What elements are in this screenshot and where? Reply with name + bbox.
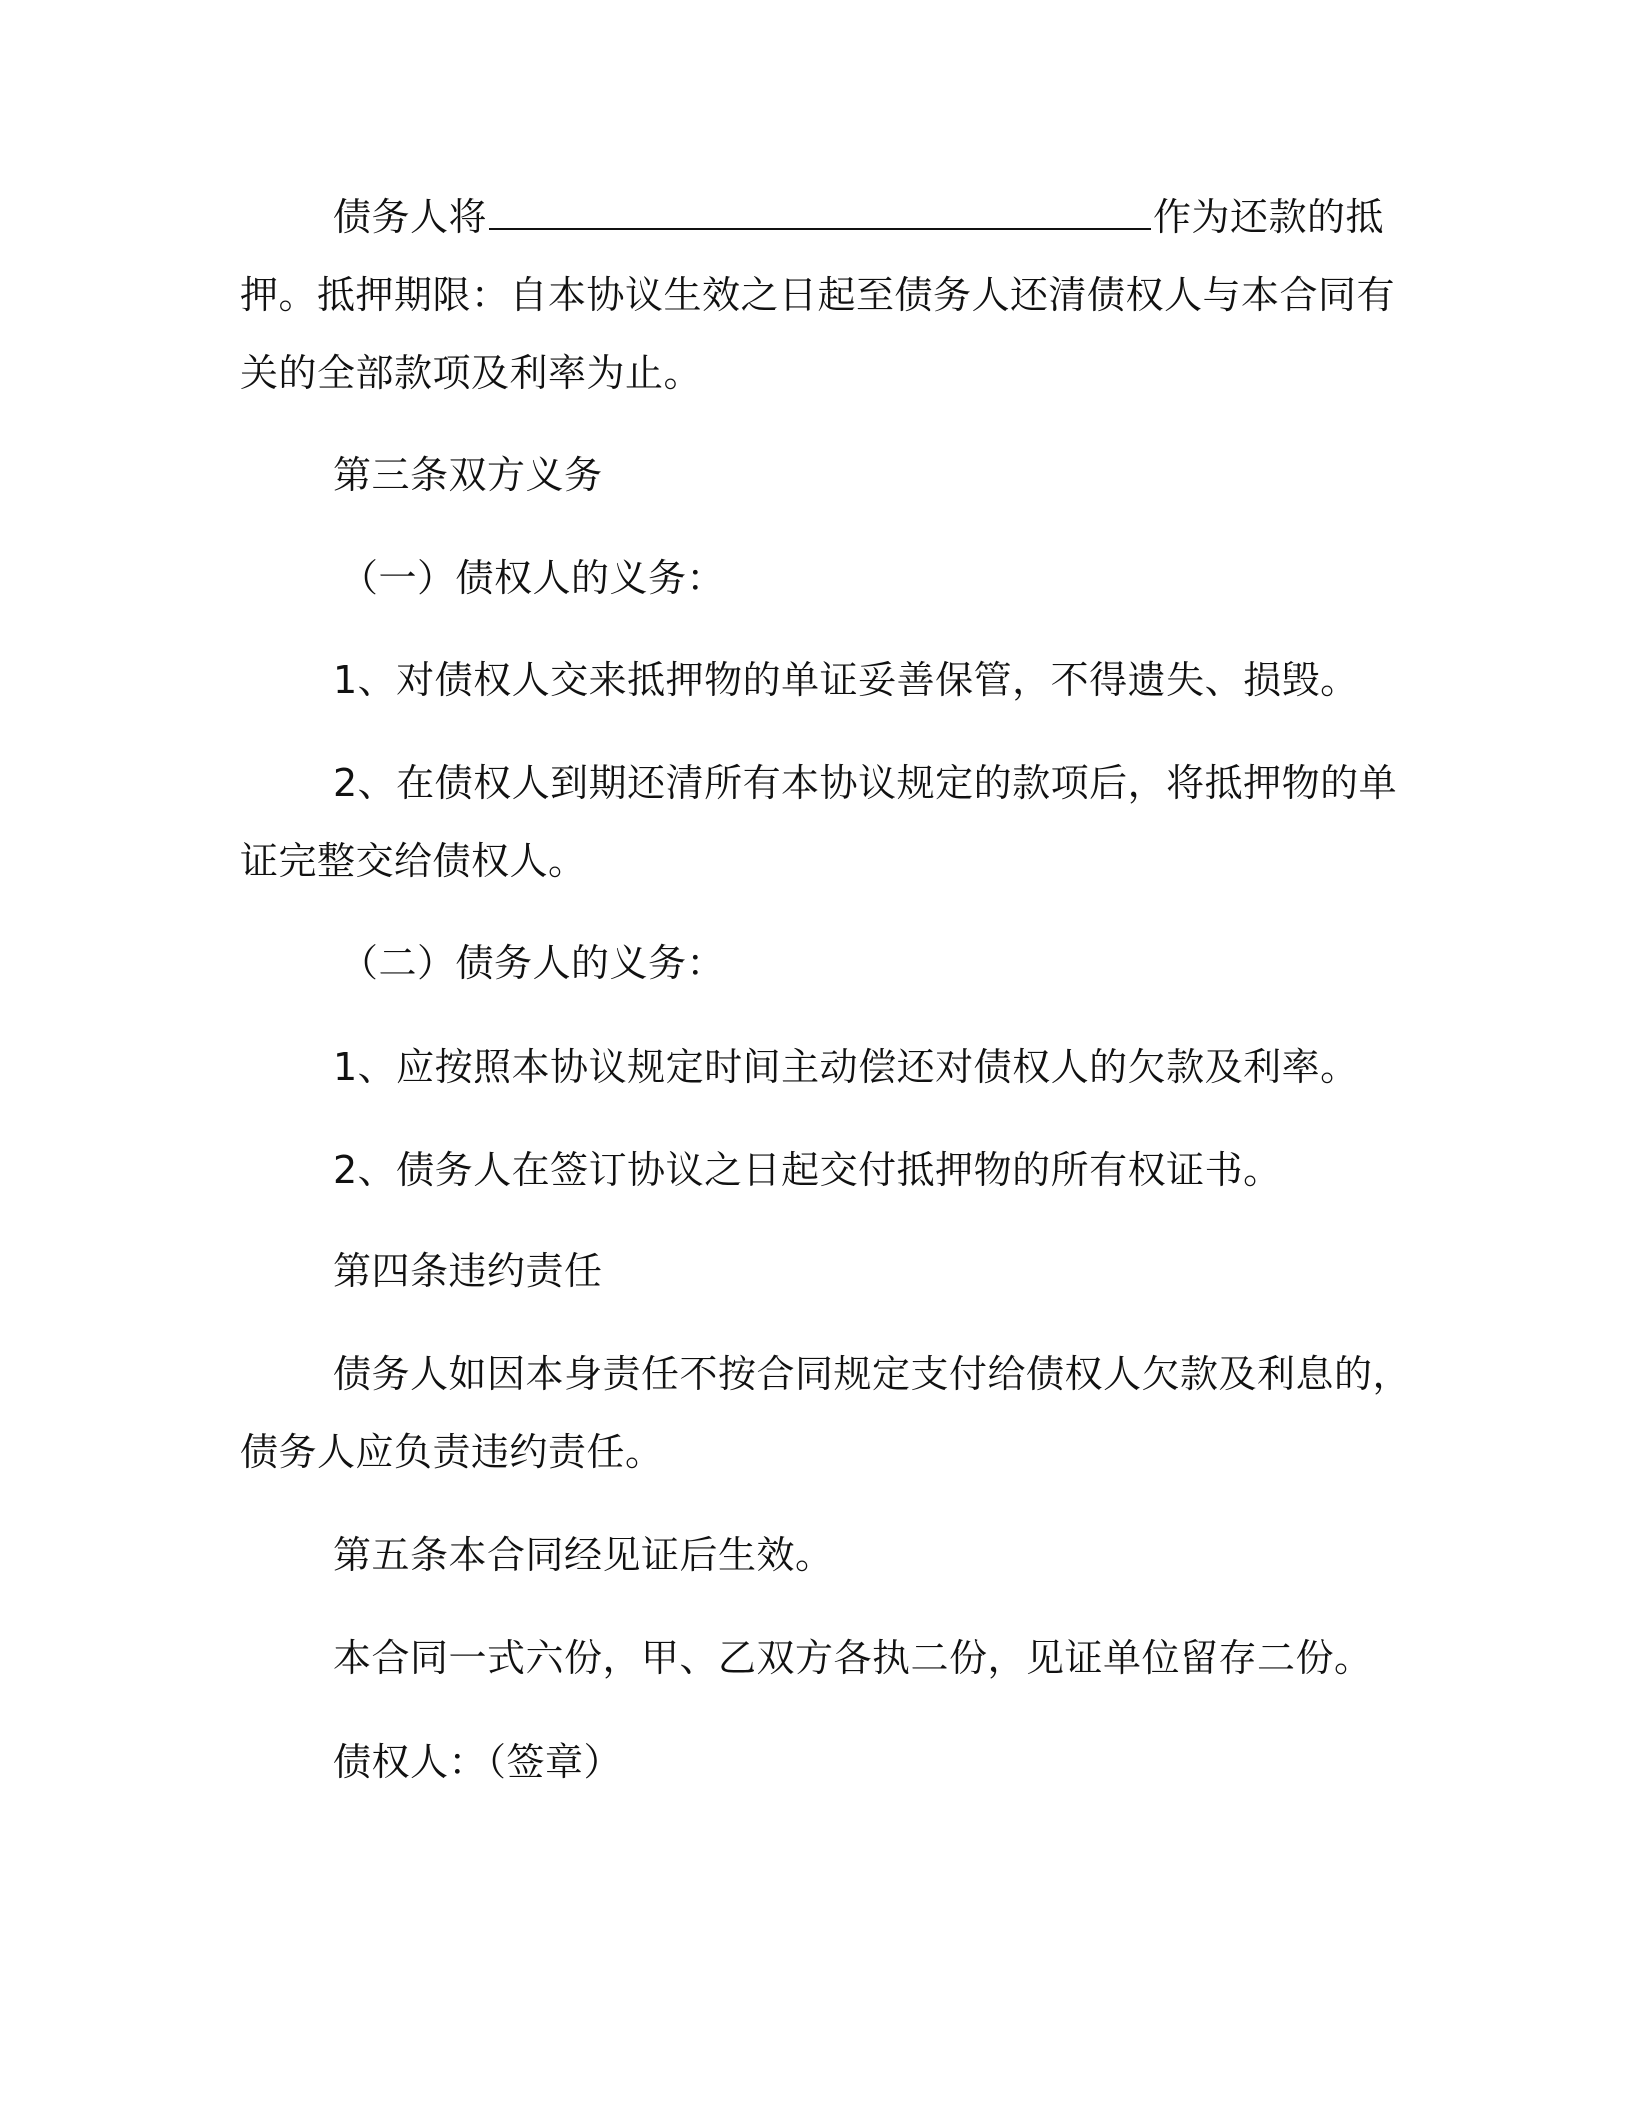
article-4-heading: 第四条违约责任	[333, 1249, 603, 1293]
article-4-body-line2: 债务人应负责违约责任。	[240, 1430, 664, 1474]
debtor-duty-item-1: 1、应按照本协议规定时间主动偿还对债权人的欠款及利率。	[333, 1045, 1359, 1089]
creditor-signature-line: 债权人：（签章）	[333, 1740, 623, 1784]
debtor-duty-item-2: 2、债务人在签订协议之日起交付抵押物的所有权证书。	[333, 1148, 1282, 1192]
paragraph-collateral-line2: 押。抵押期限：自本协议生效之日起至债务人还清债权人与本合同有	[240, 273, 1396, 317]
creditor-duty-item-2-line1: 2、在债权人到期还清所有本协议规定的款项后，将抵押物的单	[333, 761, 1398, 805]
fill-in-blank[interactable]	[489, 194, 1151, 230]
text-segment: 债务人将	[333, 195, 488, 239]
paragraph-collateral-line1	[333, 192, 1384, 242]
creditor-duty-item-2-line2: 证完整交给债权人。	[240, 839, 587, 883]
section-debtor-duties-heading: （二）债务人的义务：	[340, 941, 726, 985]
text-segment: 作为还款的抵	[1153, 195, 1385, 239]
copies-clause: 本合同一式六份，甲、乙双方各执二份，见证单位留存二份。	[333, 1636, 1373, 1680]
paragraph-collateral-line3: 关的全部款项及利率为止。	[240, 351, 703, 395]
article-3-heading: 第三条双方义务	[333, 453, 603, 497]
creditor-duty-item-1: 1、对债权人交来抵押物的单证妥善保管，不得遗失、损毁。	[333, 658, 1359, 702]
article-4-body-line1: 债务人如因本身责任不按合同规定支付给债权人欠款及利息的，	[333, 1352, 1412, 1396]
article-5-heading: 第五条本合同经见证后生效。	[333, 1533, 834, 1577]
section-creditor-duties-heading: （一）债权人的义务：	[340, 556, 726, 600]
